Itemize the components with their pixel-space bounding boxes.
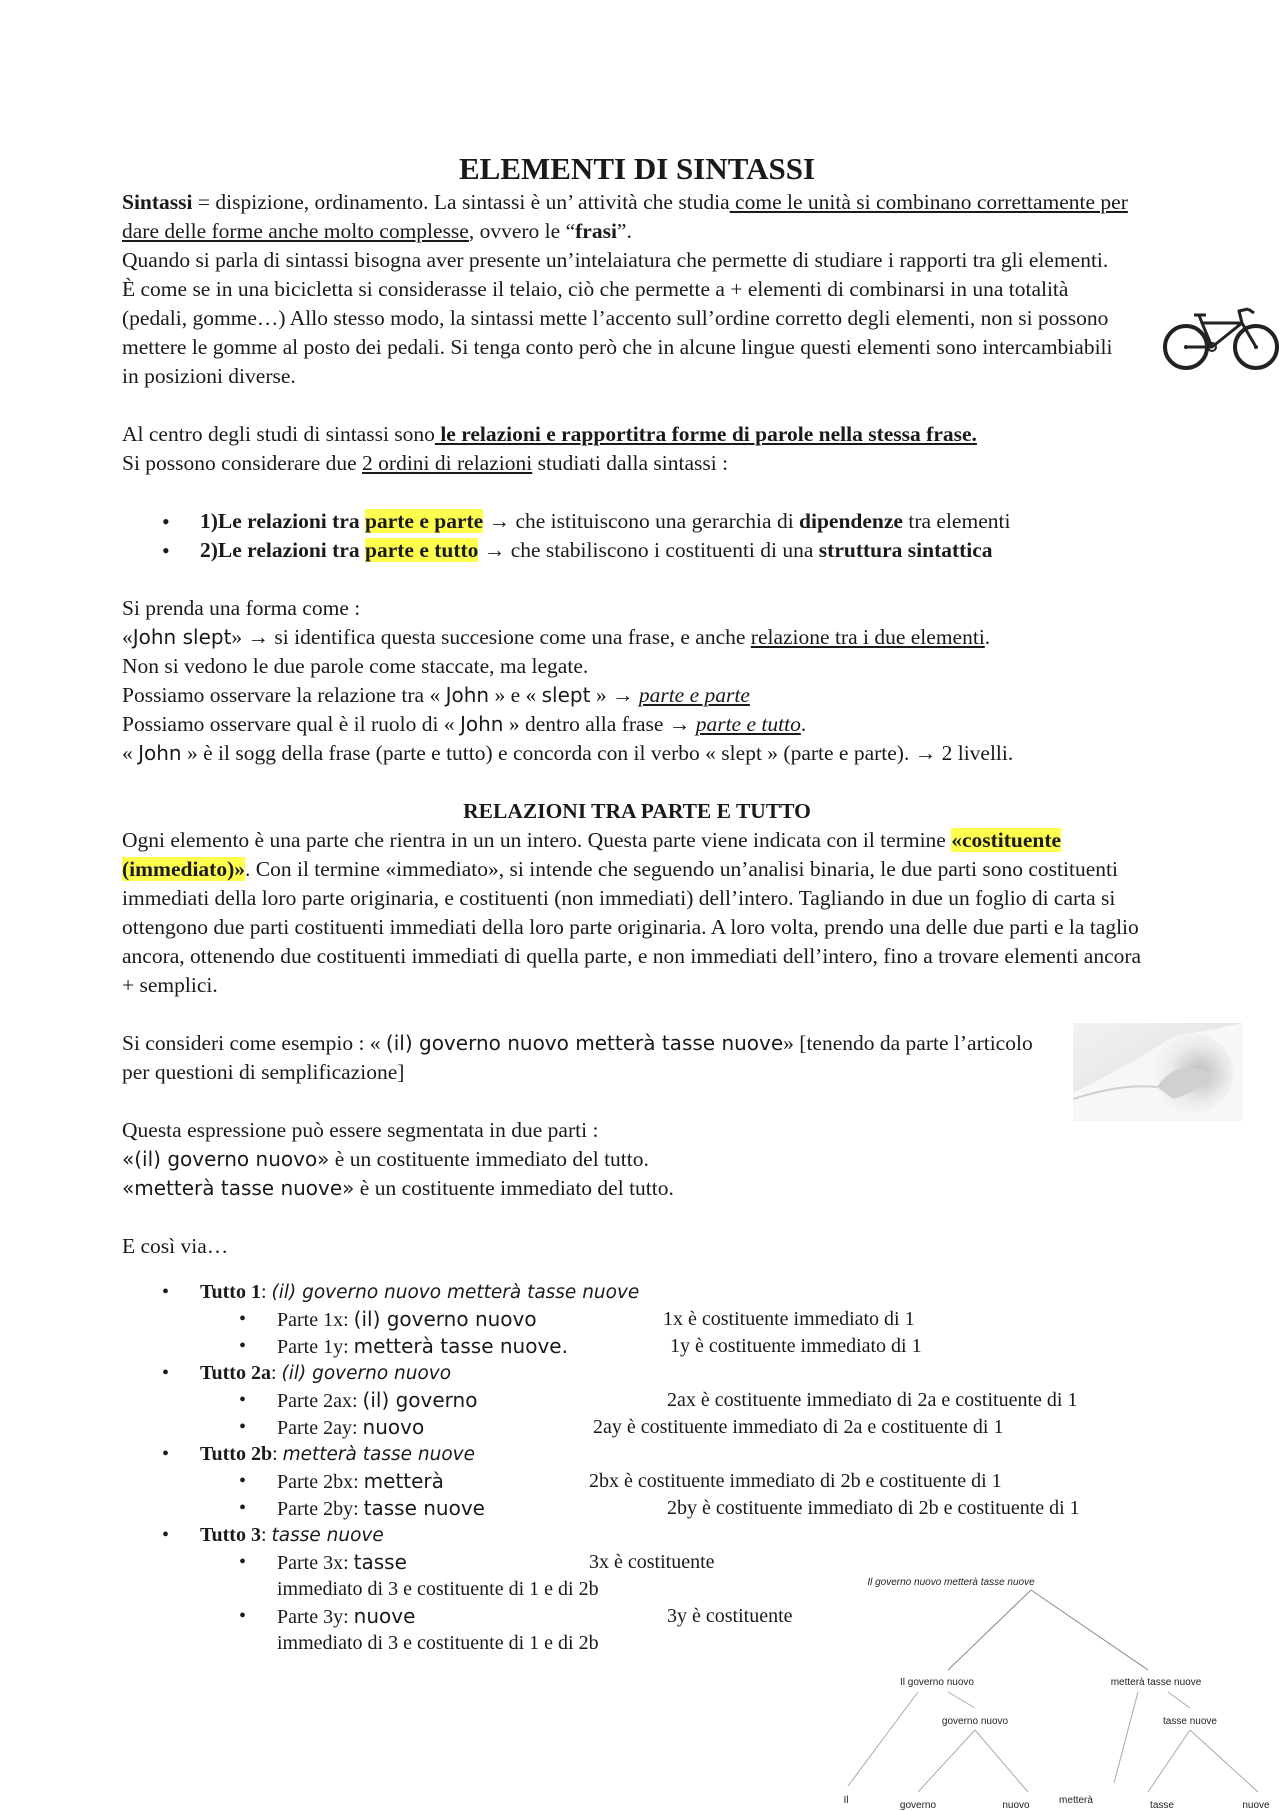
underlined-phrase: come le unità si combinano correttamente per dare delle forme anche molto complesse [122,190,1128,243]
list-item: • Parte 1y: metterà tasse nuove. 1y è costituente immediato di 1 [122,1333,1152,1360]
list-item: • Parte 3x: tasse 3x è costituente [122,1549,1152,1576]
list-item: • Tutto 1: (il) governo nuovo metterà tasse nuove [122,1279,1152,1306]
list-item: • Parte 2ay: nuovo 2ay è costituente immediato di 2a e costituente di 1 [122,1414,1152,1441]
bicycle-icon [1162,303,1280,373]
bicycle-paragraph: Quando si parla di sintassi bisogna aver presente un’intelaiatura che permette di studiare i rapporti tra gli elementi. È come se in una bicicletta si considerasse il telaio, ciò che permette a + elementi di combinarsi in una totalità (pedali, gomme…) Allo stesso modo, la sintassi mette l’accento sull’ordine corretto degli elementi, non si possono mettere le gomme al posto dei pedali. Si tenga conto però che in alcune lingue questi elementi sono intercambiabili in posizioni diverse. [122,248,1113,388]
list-item: • Parte 2by: tasse nuove 2by è costituente immediato di 2b e costituente di 1 [122,1495,1152,1522]
cosi-via: E così via… [122,1234,229,1258]
example-block: Si prenda una forma come : «John slept» → si identifica questa succesione come una frase, e anche relazione tra i due elementi. Non si vedono le due parole come staccate, ma legate. Possiamo osservare la relazione tra « John » e « slept » → parte e parte Possiamo osservare qual è il ruolo di « John » dentro alla frase → parte e tutto. « John » è il sogg della frase (parte e tutto) e concorda con il verbo « slept » (parte e parte). → 2 livelli. [122,596,1014,765]
section-heading: RELAZIONI TRA PARTE E TUTTO [463,799,811,823]
intro-paragraph: Sintassi = dispizione, ordinamento. La sintassi è un’ attività che studia come le unità si combinano correttamente per dare delle forme anche molto complesse, ovvero le “frasi”. [122,190,1128,243]
tree-leaf: tasse [1150,1800,1174,1811]
tree-node-left: Il governo nuovo [900,1677,974,1688]
tree-leaf: nuovo [1002,1800,1030,1811]
tree-node-left-inner: governo nuovo [941,1716,1009,1727]
constituent-tree-diagram [838,1568,1280,1811]
paper-roll-image [1073,1023,1243,1121]
tree-node-right: metterà tasse nuove [1110,1677,1202,1688]
tree-leaf: metterà [1059,1795,1093,1806]
tree-leaf: Il [843,1795,849,1806]
page-title: ELEMENTI DI SINTASSI [458,151,816,186]
list-item: • Tutto 3: tasse nuove [122,1522,1152,1549]
term-sintassi: Sintassi [122,190,193,214]
relations-list [122,507,1152,565]
tree-root-label: Il governo nuovo metterà tasse nuove [867,1577,1035,1588]
list-item: • Parte 2ax: (il) governo 2ax è costituente immediato di 2a e costituente di 1 [122,1387,1152,1414]
list-item: • 2)Le relazioni tra parte e tutto → che stabiliscono i costituenti di una struttura sintattica [122,536,1152,565]
list-item: • Tutto 2a: (il) governo nuovo [122,1360,1152,1387]
example-sentence: Si consideri come esempio : « (il) governo nuovo metterà tasse nuove» [tenendo da parte l’articolo per questioni di semplificazione] [122,1031,1033,1084]
tree-leaf: nuove [1242,1800,1270,1811]
list-item: • Parte 2bx: metterà 2bx è costituente immediato di 2b e costituente di 1 [122,1468,1152,1495]
list-item: • Tutto 2b: metterà tasse nuove [122,1441,1152,1468]
list-item: • 1)Le relazioni tra parte e parte → che istituiscono una gerarchia di dipendenze tra elementi [122,507,1152,536]
document-page: ELEMENTI DI SINTASSI Sintassi = dispizione, ordinamento. La sintassi è un’ attività che studia come le unità si combinano correttamente per dare delle forme anche molto complesse, ovvero le “frasi”. Quando si parla di sintassi bisogna aver presente un’intelaiatura che permette di studiare i rapporti tra gli elementi. È come se in una bicicletta si considerasse il telaio, ciò che permette a + elementi di combinarsi in una totalità (pedali, gomme…) Allo stesso modo, la sintassi mette l’accento sull’ordine corretto degli elementi, non si possono mettere le gomme al posto dei pedali. Si tenga conto però che in alcune lingue questi elementi sono intercambiabili in posizioni diverse. Al centro degli studi di sintassi sono le relazioni e rapportitra forme di parole nella stessa frase. Si possono considerare due 2 ordini di relazioni studiati dalla sintassi : • 1)Le relazioni tra parte e parte → che istituiscono una gerarchia di dipendenze tra elementi • 2)Le relazioni tra parte e tutto → che stabiliscono i costituenti di una struttura sintattica Si prenda una forma come : «John slept» → si identifica questa succesione come una frase, e anche relazione tra i due elementi. Non si vedono le due parole come staccate, ma legate. Possiamo osservare la relazione tra « John » e « slept » → parte e parte Possiamo osservare qual è il ruolo di « John » dentro alla frase → parte e tutto. « John » è il sogg della frase (parte e tutto) e concorda con il verbo « slept » (parte e parte). → 2 livelli. RELAZIONI TRA PARTE E TUTTO Ogni elemento è una parte che rientra in un un intero. Questa parte viene indicata con il termine «costituente (immediato)». Con il termine «immediato», si intende che seguendo un’analisi binaria, le due parti sono costituenti immediati della loro parte originaria, e costituenti (non immediati) dell’intero. Tagliando in due un foglio di carta si ottengono due parti costituenti immediati della loro parte originaria. A loro volta, prendo una delle due parti e la taglio ancora, ottenendo due costituenti immediati di quella parte, e non immediati dell’intero, fino a trovare elementi ancora + semplici. Si consideri come esempio : « (il) governo nuovo metterà tasse nuove» [tenendo da parte l’articolo per questioni di semplificazione] Questa espressione può essere segmentata in due parti : «(il) governo nuovo» è un costituente immediato del tutto. «metterà tasse nuove» è un costituente immediato del tutto. E così via… • Tutto 1: (il) governo nuovo metterà tasse nuove • Parte 1x: (il) governo nuovo 1x è costituente immediato di 1 • Parte 1y: metterà tasse nuove. 1y è costituente immediato di 1 • Tutto 2a: (il) governo nuovo • Parte 2ax: (il) governo 2ax è costituente immediato di 2a e costituente di 1 • Parte 2ay: nuovo 2ay è costituente immediato di 2a e costituente di 1 • Tutto 2b: metterà tasse nuove • Parte 2bx: metterà 2bx è costituente immediato di 2b e costituente di 1 • Parte 2by: tasse nuove 2by è costituente immediato di 2b e costituente di 1 • Tutto 3: tasse nuove • Parte 3x: tasse 3x è costituente immediato di 3 e costituente di 1 e di 2b • Parte 3y: nuove 3y è costituente immediato di 3 e costituente di 1 e di 2b [122,150,1152,1657]
tree-leaf: governo [899,1800,937,1811]
tree-node-right-inner: tasse nuove [1163,1716,1217,1727]
center-paragraph: Al centro degli studi di sintassi sono le relazioni e rapportitra forme di parole nella stessa frase. Si possono considerare due 2 ordini di relazioni studiati dalla sintassi : [122,422,977,475]
costituente-paragraph: Ogni elemento è una parte che rientra in un un intero. Questa parte viene indicata con il termine «costituente (immediato)». Con il termine «immediato», si intende che seguendo un’analisi binaria, le due parti sono costituenti immediati della loro parte originaria, e costituenti (non immediati) dell’intero. Tagliando in due un foglio di carta si ottengono due parti costituenti immediati della loro parte originaria. A loro volta, prendo una delle due parti e la taglio ancora, ottenendo due costituenti immediati di quella parte, e non immediati dell’intero, fino a trovare elementi ancora + semplici. [122,828,1142,997]
list-item: • Parte 1x: (il) governo nuovo 1x è costituente immediato di 1 [122,1306,1152,1333]
constituent-outline: • Tutto 1: (il) governo nuovo metterà tasse nuove • Parte 1x: (il) governo nuovo 1x è costituente immediato di 1 • Parte 1y: metterà tasse nuove. 1y è costituente immediato di 1 • Tutto 2a: (il) governo nuovo • Parte 2ax: (il) governo 2ax è costituente immediato di 2a e costituente di 1 • Parte 2ay: nuovo 2ay è costituente immediato di 2a e costituente di 1 • Tutto 2b: metterà tasse nuove • Parte 2bx: metterà 2bx è costituente immediato di 2b e costituente di 1 • Parte 2by: tasse nuove 2by è costituente immediato di 2b e costituente di 1 • Tutto 3: tasse nuove • Parte 3x: tasse 3x è costituente immediato di 3 e costituente di 1 e di 2b • Parte 3y: nuove 3y è costituente immediato di 3 e costituente di 1 e di 2b [122,1279,1152,1657]
list-item: • Parte 3y: nuove 3y è costituente [122,1603,1152,1630]
